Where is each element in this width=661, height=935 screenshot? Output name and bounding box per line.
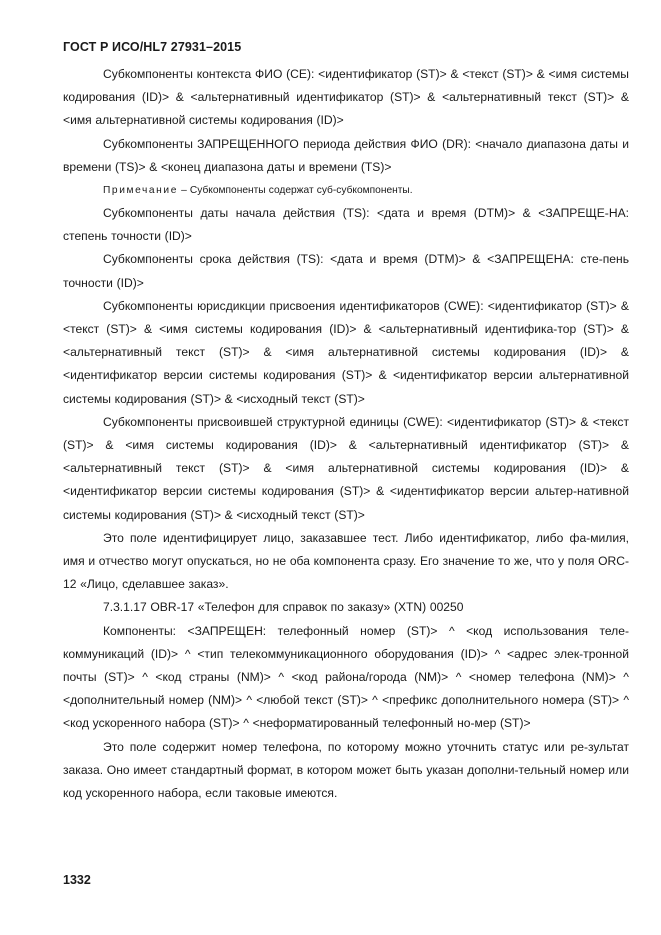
paragraph-phone-description: Это поле содержит номер телефона, по которому можно уточнить статус или ре-зультат заказа. Оно имеет стандартный формат, в котором может быть указан дополни-тельный номер или код ускоренного набора, если таковые имеются. [63, 739, 629, 801]
document-body [63, 63, 629, 805]
paragraph-start-date: Субкомпоненты даты начала действия (TS): <дата и время (DTM)> & <ЗАПРЕЩЕ-НА: степень точности (ID)> [63, 206, 629, 244]
page-number: 1332 [63, 873, 91, 887]
note-text: – Субкомпоненты содержат суб-субкомпоненты. [177, 185, 413, 197]
section-heading-obr17: 7.3.1.17 OBR-17 «Телефон для справок по заказу» (XTN) 00250 [103, 600, 464, 615]
note [63, 179, 629, 202]
paragraph-structural-unit: Субкомпоненты присвоившей структурной единицы (CWE): <идентификатор (ST)> & <текст (ST)> & <имя системы кодирования (ID)> & <альтернативный идентификатор (ST)> & <альтернативный текст (ST)> & <имя альтернативной системы кодирования (ID)> & <идентификатор версии системы кодирования (ST)> & <идентификатор версии альтер-нативной системы кодирования (ST)> & <исходный текст (ST)> [63, 414, 629, 522]
paragraph-ce-subcomponents: Субкомпоненты контекста ФИО (CE): <идентификатор (ST)> & <текст (ST)> & <имя системы кодирования (ID)> & <альтернативный идентификатор (ST)> & <альтернативный текст (ST)> & <имя альтернативной системы кодирования (ID)> [63, 67, 629, 128]
paragraph-xtn-components: Компоненты: <ЗАПРЕЩЕН: телефонный номер (ST)> ^ <код использования теле-коммуникаций (ID)> ^ <тип телекоммуникационного оборудования (ID)> ^ <адрес элек-тронной почты (ST)> ^ <код страны (NM)> ^ <код района/города (NM)> ^ <номер телефона (NM)> ^ <дополнительный номер (NM)> ^ <любой текст (ST)> ^ <префикс дополнительного номера (ST)> ^ <код ускоренного набора (ST)> ^ <неформатированный телефонный но-мер (ST)> [63, 623, 629, 731]
paragraph-jurisdiction: Субкомпоненты юрисдикции присвоения идентификаторов (CWE): <идентификатор (ST)> & <текст (ST)> & <имя системы кодирования (ID)> & <альтернативный идентифика-тор (ST)> & <альтернативный текст (ST)> & <имя альтернативной системы кодирования (ID)> & <идентификатор версии системы кодирования (ST)> & <идентификатор версии альтернативной системы кодирования (ST)> & <исходный текст (ST)> [63, 298, 629, 406]
note-label: Примечание [103, 185, 178, 197]
paragraph-orderer-description: Это поле идентифицирует лицо, заказавшее тест. Либо идентификатор, либо фа-милия, имя и отчество могут опускаться, но не оба компонента сразу. Его значение то же, что у поля ORC-12 «Лицо, сделавшее заказ». [63, 530, 629, 592]
paragraph-duration: Субкомпоненты срока действия (TS): <дата и время (DTM)> & <ЗАПРЕЩЕНА: сте-пень точности (ID)> [63, 252, 629, 290]
paragraph-dr-subcomponents: Субкомпоненты ЗАПРЕЩЕННОГО периода действия ФИО (DR): <начало диапазона даты и времени (TS)> & <конец диапазона даты и времени (TS)> [63, 136, 629, 174]
standard-title: ГОСТ Р ИСО/HL7 27931–2015 [63, 40, 242, 54]
